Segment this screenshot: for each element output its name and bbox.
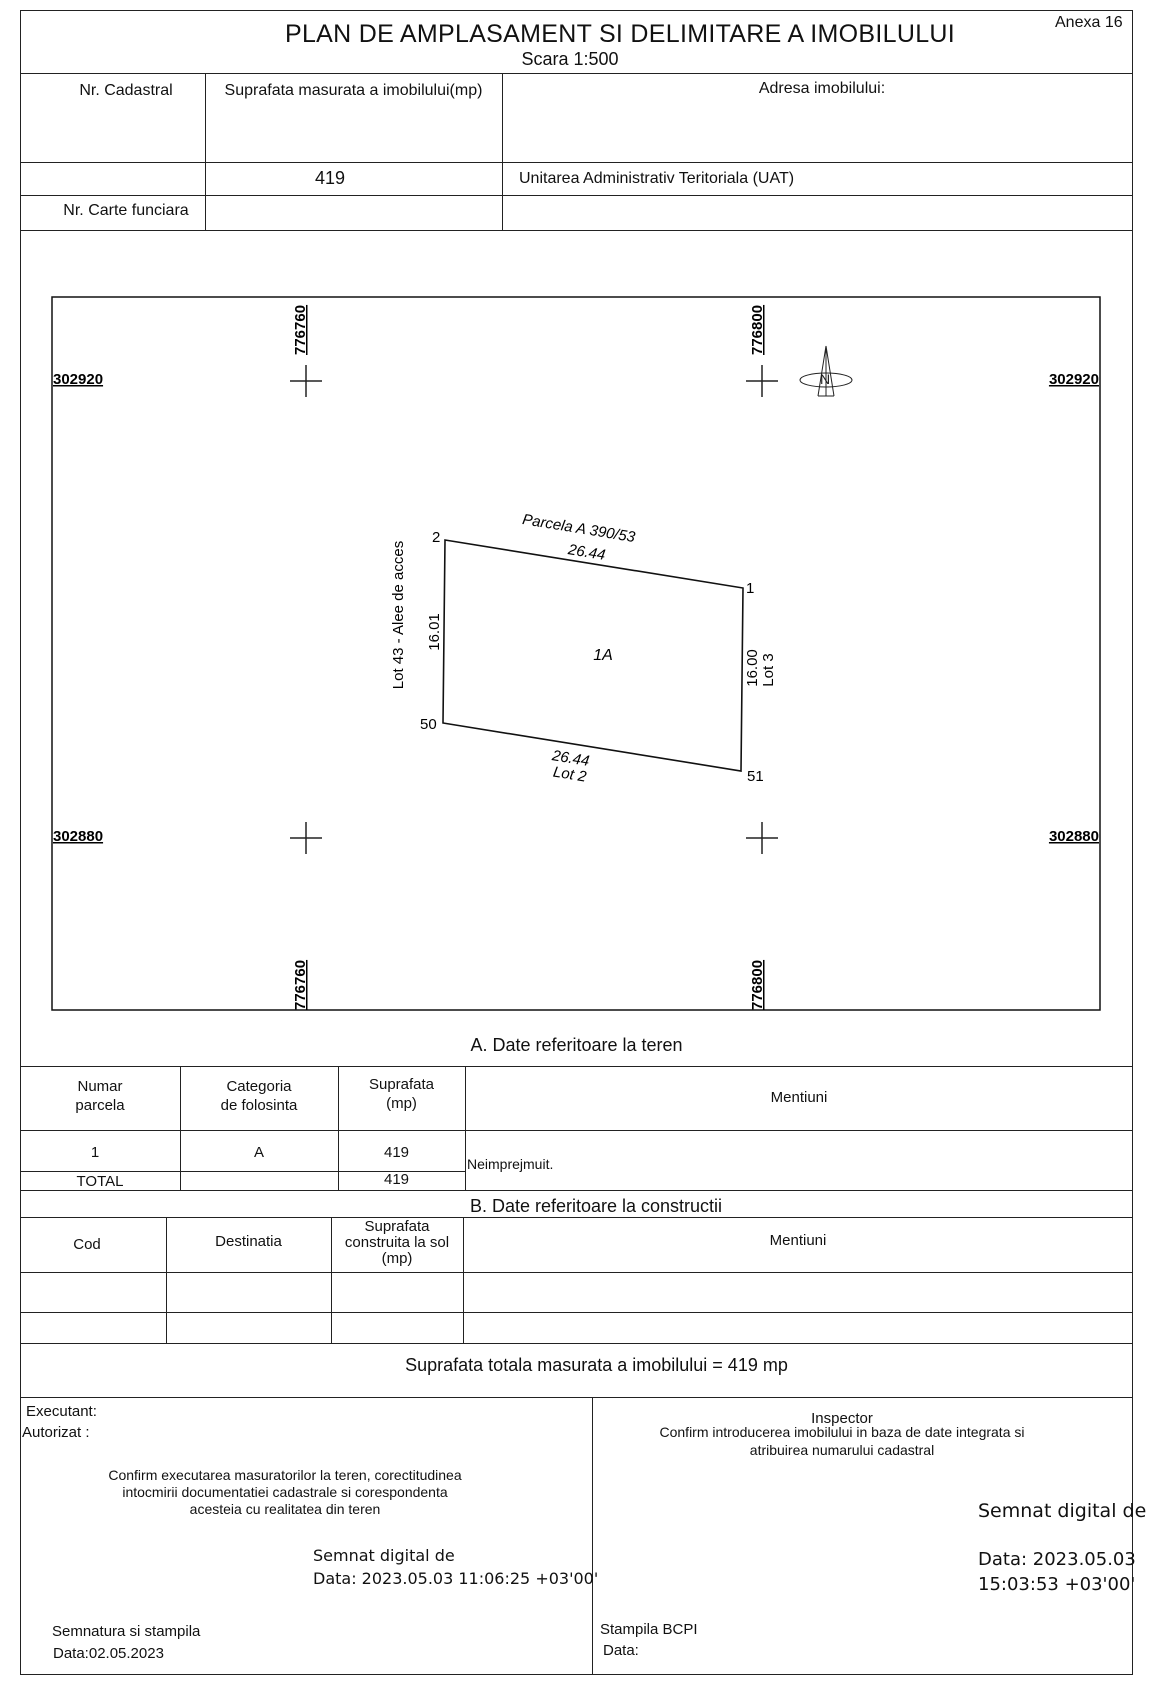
col-built-area: Suprafata construita la sol (mp) <box>344 1218 450 1267</box>
point-label-51: 51 <box>747 768 764 785</box>
col-parcel-number: Numar parcela <box>75 1078 125 1114</box>
inspector-signature-label: Semnat digital de <box>978 1500 1147 1522</box>
grid-crosses <box>290 365 778 854</box>
coord-y-top-left: 302920 <box>53 371 104 388</box>
row-use-category: A <box>253 1144 264 1161</box>
neighbor-west: Lot 43 - Alee de acces <box>390 540 407 690</box>
bcpi-stamp-label: Stampila BCPI <box>600 1621 698 1638</box>
uat-label: Unitarea Administrativ Teritoriala (UAT) <box>519 170 795 187</box>
document-title: PLAN DE AMPLASAMENT SI DELIMITARE A IMOBILULUI <box>284 20 955 48</box>
total-label: TOTAL <box>76 1173 124 1190</box>
edge-north-length: 26.44 <box>566 541 607 564</box>
col-area: Suprafata (mp) <box>368 1076 435 1112</box>
neighbor-south: Lot 2 <box>551 763 588 786</box>
rule <box>20 1190 1133 1191</box>
scale-label: Scara 1:500 <box>521 49 619 69</box>
row-parcel-number: 1 <box>90 1144 100 1161</box>
plan-frame <box>52 297 1100 1010</box>
coord-y-top-right: 302920 <box>1048 371 1099 388</box>
land-book-label: Nr. Carte funciara <box>63 202 189 219</box>
coord-x-bottom-left: 776760 <box>292 959 309 1010</box>
signature-stamp-label: Semnatura si stampila <box>52 1623 201 1640</box>
row-mentions: Neimprejmuit. <box>467 1156 554 1172</box>
total-value: 419 <box>383 1171 410 1188</box>
edge-west-length: 16.01 <box>426 613 443 651</box>
cadastral-number-label: Nr. Cadastral <box>79 82 173 99</box>
edge-east-length: 16.00 <box>744 649 761 687</box>
col-code: Cod <box>73 1236 101 1253</box>
parcel-id: 1A <box>593 647 613 664</box>
rule <box>465 1066 466 1190</box>
col-use-category: Categoria de folosinta <box>220 1078 298 1114</box>
inspector-signature-time: 15:03:53 +03'00' <box>978 1574 1136 1595</box>
coord-x-top-left: 776760 <box>292 304 309 355</box>
inspector-signature-date: Data: 2023.05.03 <box>978 1549 1136 1570</box>
rule <box>20 1312 1133 1313</box>
executant-confirmation: Confirm executarea masuratorilor la teren, corectitudinea intocmirii documentatiei cadastrale si corespondenta acesteia cu realitatea din teren <box>108 1467 462 1517</box>
executant-label: Executant: <box>26 1403 97 1420</box>
point-label-1: 1 <box>746 580 755 597</box>
edge-south-length: 26.44 <box>550 747 591 770</box>
inspector-confirmation: Confirm introducerea imobilului in baza de date integrata si atribuirea numarului cadastral <box>659 1424 1025 1458</box>
rule <box>20 1397 1133 1398</box>
row-area: 419 <box>383 1144 410 1161</box>
section-a-title: A. Date referitoare la teren <box>470 1035 683 1055</box>
north-arrow-icon <box>800 346 852 396</box>
col-destination: Destinatia <box>215 1233 282 1250</box>
total-measured-area: Suprafata totala masurata a imobilului = 419 mp <box>405 1355 788 1375</box>
executant-date: Data:02.05.2023 <box>53 1645 164 1662</box>
point-label-2: 2 <box>432 529 441 546</box>
north-arrow-letter: N <box>820 371 831 387</box>
parcel-name: Parcela A 390/53 <box>521 511 637 547</box>
point-label-50: 50 <box>420 716 437 733</box>
coord-y-bottom-left: 302880 <box>53 828 104 845</box>
coord-x-top-right: 776800 <box>749 304 766 355</box>
executant-signature-date: Data: 2023.05.03 11:06:25 +03'00' <box>313 1569 599 1588</box>
rule <box>20 1130 1133 1131</box>
authorized-label: Autorizat : <box>22 1424 90 1441</box>
section-b-title: B. Date referitoare la constructii <box>469 1196 723 1216</box>
rule <box>20 1343 1133 1344</box>
measured-area-label: Suprafata masurata a imobilului(mp) <box>224 82 483 99</box>
rule <box>20 1217 1133 1218</box>
coord-y-bottom-right: 302880 <box>1048 828 1099 845</box>
col-mentions: Mentiuni <box>770 1089 828 1106</box>
coord-x-bottom-right: 776800 <box>749 959 766 1010</box>
neighbor-east: Lot 3 <box>760 653 777 687</box>
col-mentions-b: Mentiuni <box>769 1232 827 1249</box>
inspector-label: Inspector <box>811 1410 873 1427</box>
rule <box>20 1272 1133 1273</box>
annex-label: Anexa 16 <box>1055 14 1123 31</box>
address-label: Adresa imobilului: <box>758 80 886 97</box>
inspector-date: Data: <box>603 1642 639 1659</box>
rule <box>20 1066 1133 1067</box>
executant-signature-label: Semnat digital de <box>313 1546 455 1565</box>
measured-area-value: 419 <box>314 168 346 188</box>
